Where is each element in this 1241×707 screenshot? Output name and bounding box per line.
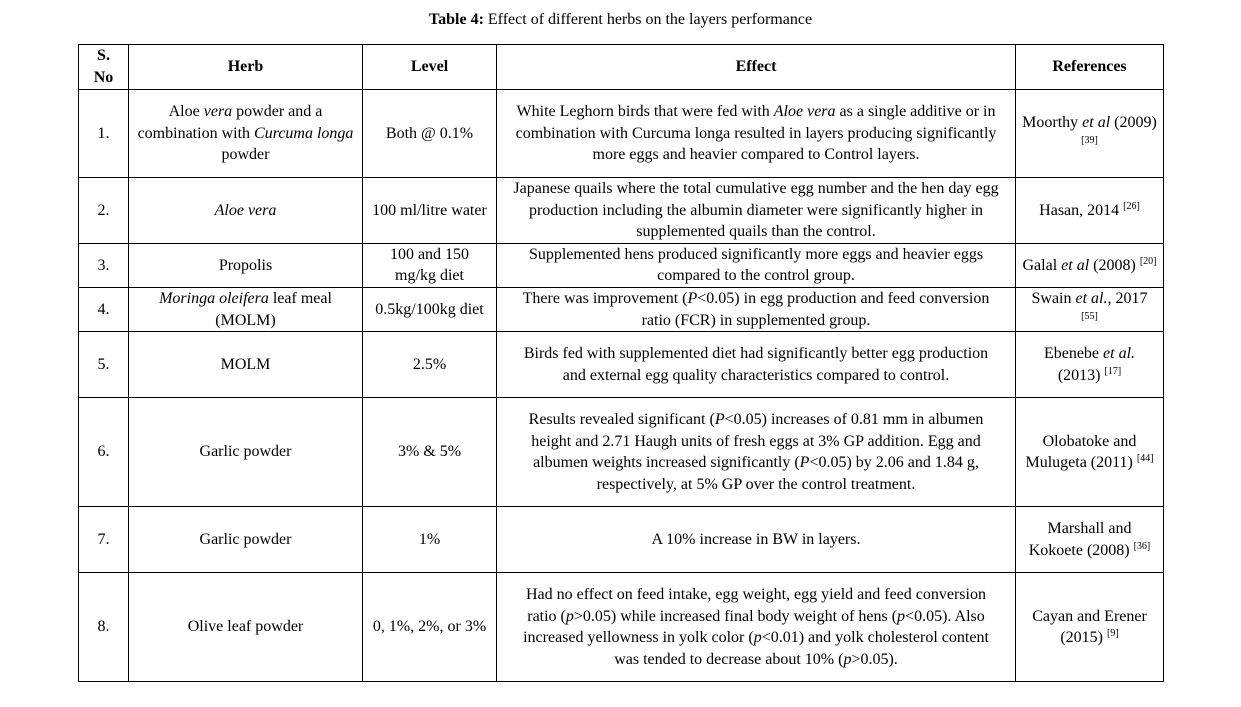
cell-sno: 5. (79, 332, 129, 398)
cell-sno: 2. (79, 178, 129, 244)
cell-sno: 4. (79, 287, 129, 331)
citation-number: [17] (1104, 365, 1122, 377)
table-row (79, 332, 1164, 398)
cell-effect: Birds fed with supplemented diet had significantly better egg production and external egg quality characteristics compared to control. (497, 332, 1016, 398)
cell-sno: 8. (79, 573, 129, 682)
table-row (79, 243, 1164, 287)
cell-reference: Swain et al., 2017 [55] (1016, 287, 1164, 331)
citation-number: [9] (1106, 628, 1119, 640)
cell-herb: Olive leaf powder (129, 573, 363, 682)
cell-effect: There was improvement (P<0.05) in egg production and feed conversion ratio (FCR) in supplemented group. (497, 287, 1016, 331)
cell-effect: Supplemented hens produced significantly more eggs and heavier eggs compared to the control group. (497, 243, 1016, 287)
header-herb: Herb (129, 45, 363, 90)
header-references: References (1016, 45, 1164, 90)
citation-number: [55] (1081, 310, 1098, 322)
cell-reference: Olobatoke and Mulugeta (2011) [44] (1016, 398, 1164, 507)
citation-number: [44] (1136, 453, 1154, 465)
cell-level: 2.5% (363, 332, 497, 398)
cell-herb: MOLM (129, 332, 363, 398)
cell-effect: A 10% increase in BW in layers. (497, 507, 1016, 573)
cell-herb: Aloe vera powder and a combination with Curcuma longa powder (129, 90, 363, 178)
cell-reference: Marshall and Kokoete (2008) [36] (1016, 507, 1164, 573)
cell-herb: Garlic powder (129, 507, 363, 573)
herbs-effects-table (78, 44, 1164, 682)
cell-reference: Galal et al (2008) [20] (1016, 243, 1164, 287)
table-row (79, 398, 1164, 507)
cell-level: 0.5kg/100kg diet (363, 287, 497, 331)
cell-level: Both @ 0.1% (363, 90, 497, 178)
header-level: Level (363, 45, 497, 90)
table-caption-label: Table 4: (428, 11, 484, 28)
cell-effect: White Leghorn birds that were fed with Aloe vera as a single additive or in combination with Curcuma longa resulted in layers producing significantly more eggs and heavier compared to Control layers. (497, 90, 1016, 178)
cell-level: 100 ml/litre water (363, 178, 497, 244)
cell-sno: 7. (79, 507, 129, 573)
table-row (79, 287, 1164, 331)
cell-level: 100 and 150 mg/kg diet (363, 243, 497, 287)
table-row (79, 507, 1164, 573)
cell-reference: Ebenebe et al. (2013) [17] (1016, 332, 1164, 398)
cell-herb: Garlic powder (129, 398, 363, 507)
cell-reference: Hasan, 2014 [26] (1016, 178, 1164, 244)
header-row (79, 45, 1164, 90)
citation-number: [39] (1081, 134, 1098, 146)
cell-sno: 3. (79, 243, 129, 287)
header-sno: S. No (79, 45, 129, 90)
cell-effect: Had no effect on feed intake, egg weight, egg yield and feed conversion ratio (p>0.05) while increased final body weight of hens (p<0.05). Also increased yellowness in yolk color (p<0.01) and yolk cholesterol content was tended to decrease about 10% (p>0.05). (497, 573, 1016, 682)
cell-effect: Results revealed significant (P<0.05) increases of 0.81 mm in albumen height and 2.71 Haugh units of fresh eggs at 3% GP addition. Egg and albumen weights increased significantly (P<0.05) by 2.06 and 1.84 g, respectively, at 5% GP over the control treatment. (497, 398, 1016, 507)
header-effect: Effect (497, 45, 1016, 90)
table-row (79, 90, 1164, 178)
citation-number: [36] (1133, 540, 1151, 552)
cell-sno: 1. (79, 90, 129, 178)
table-caption-text: Effect of different herbs on the layers performance (483, 11, 813, 28)
cell-reference: Cayan and Erener (2015) [9] (1016, 573, 1164, 682)
table-row (79, 178, 1164, 244)
cell-herb: Moringa oleifera leaf meal (MOLM) (129, 287, 363, 331)
table-row (79, 573, 1164, 682)
table-caption (0, 10, 1241, 30)
cell-reference: Moorthy et al (2009) [39] (1016, 90, 1164, 178)
citation-number: [20] (1139, 255, 1157, 267)
cell-level: 1% (363, 507, 497, 573)
cell-level: 3% & 5% (363, 398, 497, 507)
cell-herb: Aloe vera (129, 178, 363, 244)
citation-number: [26] (1123, 200, 1140, 212)
cell-effect: Japanese quails where the total cumulative egg number and the hen day egg production including the albumin diameter were significantly higher in supplemented quails than the control. (497, 178, 1016, 244)
cell-sno: 6. (79, 398, 129, 507)
cell-herb: Propolis (129, 243, 363, 287)
cell-level: 0, 1%, 2%, or 3% (363, 573, 497, 682)
